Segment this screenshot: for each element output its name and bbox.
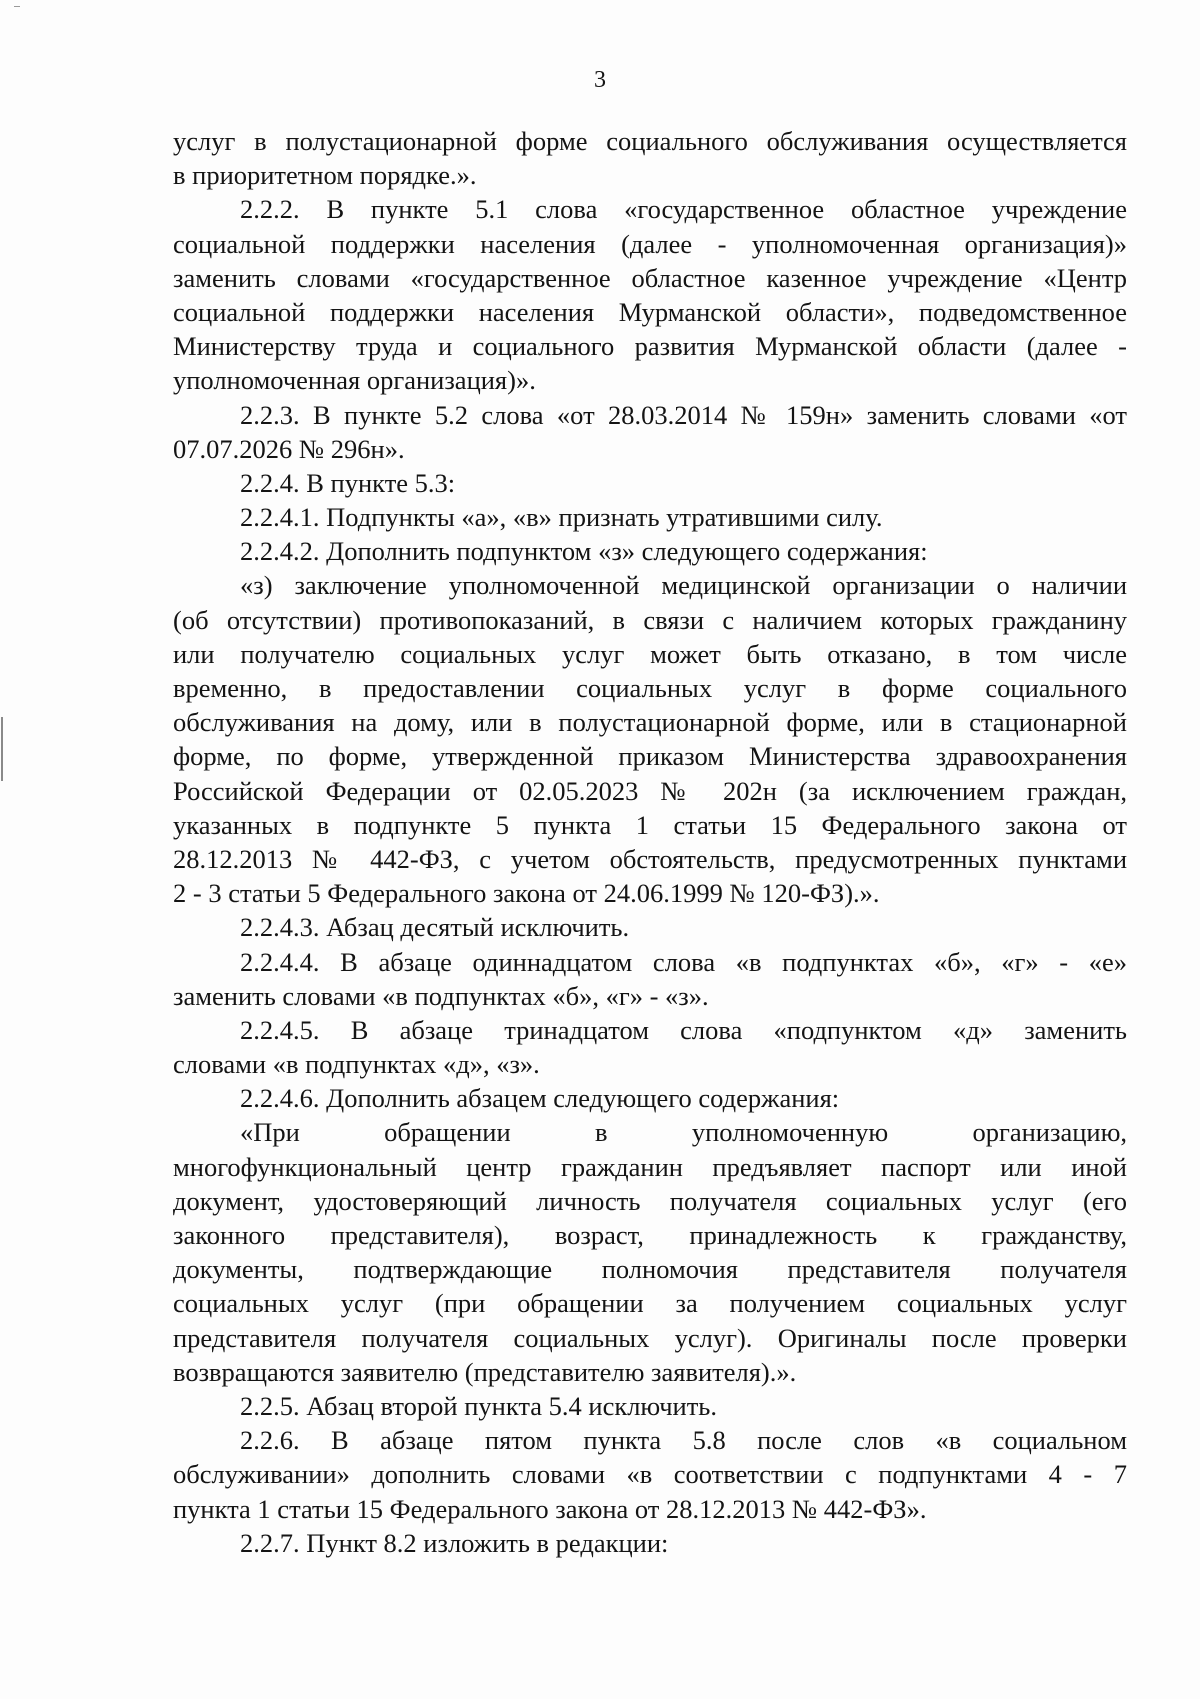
text-line: временно, в предоставлении социальных услуг в форме социального <box>173 673 1127 703</box>
text-line: 2.2.4.5. В абзаце тринадцатом слова «подпунктом «д» заменить <box>240 1014 1127 1045</box>
text-line: законного представителя), возраст, принадлежность к гражданству, <box>173 1220 1127 1250</box>
text-line: заменить словами «в подпунктах «б», «г» - «з». <box>173 980 709 1011</box>
text-line: 2.2.3. В пункте 5.2 слова «от 28.03.2014 № 159н» заменить словами «от <box>240 399 1127 430</box>
text-line: 2.2.6. В абзаце пятом пункта 5.8 после слов «в социальном <box>240 1425 1127 1456</box>
text-line: в приоритетном порядке.». <box>173 160 477 191</box>
text-line: 28.12.2013 № 442-ФЗ, с учетом обстоятельств, предусмотренных пунктами <box>173 843 1127 874</box>
text-line: 2.2.4. В пункте 5.3: <box>240 467 456 498</box>
text-line: 2.2.5. Абзац второй пункта 5.4 исключить. <box>240 1390 718 1421</box>
text-line: указанных в подпункте 5 пункта 1 статьи 15 Федерального закона от <box>173 809 1127 840</box>
text-line: пункта 1 статьи 15 Федерального закона от 28.12.2013 № 442-ФЗ». <box>173 1493 927 1524</box>
text-line: документы, подтверждающие полномочия представителя получателя <box>173 1254 1127 1285</box>
text-line: 2.2.2. В пункте 5.1 слова «государственное областное учреждение <box>240 194 1127 225</box>
text-line: обслуживания на дому, или в полустационарной форме, или в стационарной <box>173 707 1127 738</box>
text-line: представителя получателя социальных услуг). Оригиналы после проверки <box>173 1322 1127 1353</box>
text-line: 2.2.4.2. Дополнить подпунктом «з» следующего содержания: <box>240 536 928 567</box>
text-line: словами «в подпунктах «д», «з». <box>173 1049 540 1080</box>
text-line: 2.2.4.6. Дополнить абзацем следующего содержания: <box>240 1083 840 1114</box>
text-line: обслуживании» дополнить словами «в соответствии с подпунктами 4 - 7 <box>173 1459 1127 1490</box>
text-line: Российской Федерации от 02.05.2023 № 202н (за исключением граждан, <box>173 775 1127 806</box>
text-line: 2 - 3 статьи 5 Федерального закона от 24.06.1999 № 120-ФЗ).». <box>173 878 880 909</box>
text-line: уполномоченная организация)». <box>173 365 536 396</box>
text-line: 2.2.7. Пункт 8.2 изложить в редакции: <box>240 1527 669 1558</box>
text-line: социальной поддержки населения Мурманской области», подведомственное <box>173 296 1127 327</box>
text-line: «з) заключение уполномоченной медицинской организации о наличии <box>240 570 1127 601</box>
text-line: заменить словами «государственное областное казенное учреждение «Центр <box>173 262 1127 293</box>
text-line: многофункциональный центр гражданин предъявляет паспорт или иной <box>173 1151 1127 1182</box>
text-line: (об отсутствии) противопоказаний, в связи с наличием которых гражданину <box>173 604 1127 635</box>
text-line: услуг в полустационарной форме социального обслуживания осуществляется <box>173 126 1127 156</box>
text-line: Министерству труда и социального развития Мурманской области (далее - <box>173 331 1127 362</box>
text-line: 2.2.4.4. В абзаце одиннадцатом слова «в подпунктах «б», «г» - «е» <box>240 946 1127 977</box>
page-number: 3 <box>594 67 606 93</box>
text-line: документ, удостоверяющий личность получателя социальных услуг (его <box>173 1185 1127 1216</box>
text-line: или получателю социальных услуг может быть отказано, в том числе <box>173 638 1127 669</box>
text-line: 07.07.2026 № 296н». <box>173 433 405 464</box>
text-line: возвращаются заявителю (представителю заявителя).». <box>173 1356 797 1387</box>
text-line: 2.2.4.1. Подпункты «а», «в» признать утратившими силу. <box>240 502 883 533</box>
document-body <box>173 124 1127 1560</box>
scan-artifact <box>1 717 3 781</box>
scan-artifact <box>14 6 20 7</box>
text-line: форме, по форме, утвержденной приказом Министерства здравоохранения <box>173 741 1127 772</box>
text-line: 2.2.4.3. Абзац десятый исключить. <box>240 912 630 943</box>
text-line: социальной поддержки населения (далее - уполномоченная организация)» <box>173 228 1127 259</box>
text-line: социальных услуг (при обращении за получением социальных услуг <box>173 1288 1127 1319</box>
text-line: «При обращении в уполномоченную организацию, <box>240 1117 1127 1148</box>
